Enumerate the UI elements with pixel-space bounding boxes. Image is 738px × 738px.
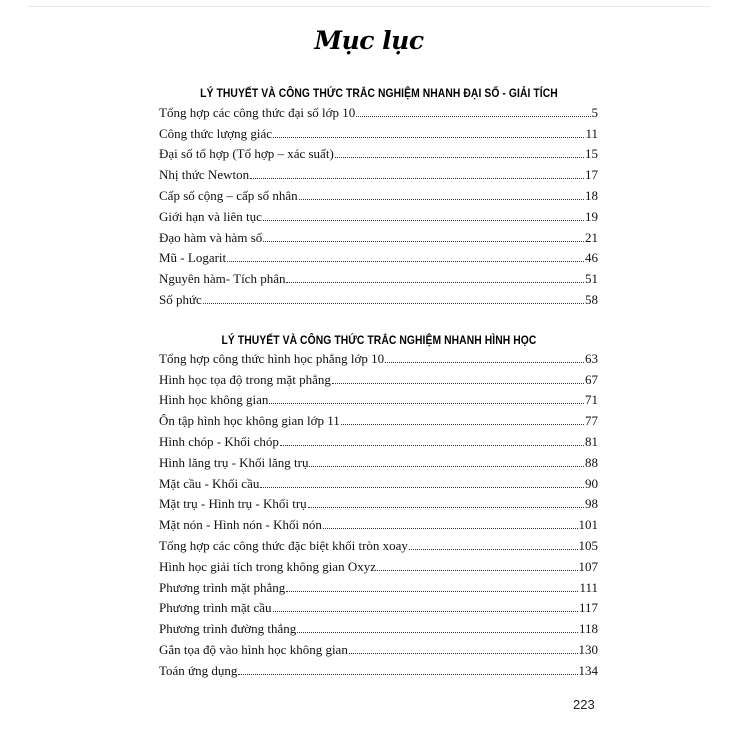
toc-entry-label: Ôn tập hình học không gian lớp 11 xyxy=(159,413,340,429)
toc-entry-page: 111 xyxy=(579,579,598,595)
dot-leader xyxy=(356,116,590,117)
toc-entry-page: 90 xyxy=(585,475,598,491)
toc-entry[interactable] xyxy=(159,636,598,657)
toc-entry[interactable] xyxy=(159,265,598,286)
dot-leader xyxy=(385,362,584,363)
toc-entry-label: Đại số tổ hợp (Tổ hợp – xác suất) xyxy=(159,146,334,162)
toc-list-geometry xyxy=(159,345,598,678)
dot-leader xyxy=(297,632,578,633)
toc-entry[interactable] xyxy=(159,470,598,491)
toc-entry[interactable] xyxy=(159,224,598,245)
dot-leader xyxy=(263,241,584,242)
dot-leader xyxy=(286,591,578,592)
toc-entry-page: 21 xyxy=(585,229,598,245)
dot-leader xyxy=(273,137,584,138)
toc-entry[interactable] xyxy=(159,532,598,553)
dot-leader xyxy=(335,157,584,158)
toc-entry[interactable] xyxy=(159,203,598,224)
dot-leader xyxy=(269,403,584,404)
dot-leader xyxy=(332,383,584,384)
page-number: 223 xyxy=(573,697,595,712)
toc-entry-label: Hình học không gian xyxy=(159,392,269,408)
dot-leader xyxy=(250,178,584,179)
toc-entry[interactable] xyxy=(159,553,598,574)
toc-entry-label: Nguyên hàm- Tích phân xyxy=(159,271,286,287)
toc-entry-label: Số phức xyxy=(159,291,202,307)
dot-leader xyxy=(203,303,584,304)
dot-leader xyxy=(238,674,577,675)
toc-entry-label: Mũ - Logarit xyxy=(159,250,227,266)
toc-entry[interactable] xyxy=(159,182,598,203)
toc-entry-label: Hình lăng trụ - Khối lăng trụ xyxy=(159,454,309,470)
top-border-line xyxy=(28,6,710,7)
toc-entry-page: 5 xyxy=(591,104,598,120)
toc-entry[interactable] xyxy=(159,657,598,678)
toc-entry-page: 98 xyxy=(585,496,598,512)
toc-entry[interactable] xyxy=(159,345,598,366)
dot-leader xyxy=(309,466,584,467)
dot-leader xyxy=(280,445,584,446)
toc-entry-label: Phương trình đường thẳng xyxy=(159,621,297,637)
toc-entry[interactable] xyxy=(159,245,598,266)
toc-entry-page: 77 xyxy=(585,413,598,429)
dot-leader xyxy=(409,549,578,550)
toc-entry-page: 51 xyxy=(585,271,598,287)
toc-entry-page: 11 xyxy=(585,125,598,141)
toc-entry-page: 46 xyxy=(585,250,598,266)
toc-entry-label: Toán ứng dụng xyxy=(159,662,238,678)
dot-leader xyxy=(260,487,584,488)
toc-entry-page: 19 xyxy=(585,208,598,224)
toc-entry-page: 130 xyxy=(578,641,598,657)
toc-entry-label: Cấp số cộng – cấp số nhân xyxy=(159,187,298,203)
section-heading-algebra: LÝ THUYẾT VÀ CÔNG THỨC TRẮC NGHIỆM NHANH ĐẠI SỐ - GIẢI TÍCH xyxy=(200,86,558,100)
toc-entry-page: 117 xyxy=(578,600,598,616)
toc-entry-label: Phương trình mặt cầu xyxy=(159,600,272,616)
toc-entry[interactable] xyxy=(159,511,598,532)
toc-entry-label: Phương trình mặt phẳng xyxy=(159,579,286,595)
toc-entry-label: Hình chóp - Khối chóp xyxy=(159,433,279,449)
toc-entry[interactable] xyxy=(159,286,598,307)
dot-leader xyxy=(299,199,584,200)
dot-leader xyxy=(341,424,584,425)
toc-entry-label: Mặt nón - Hình nón - Khối nón xyxy=(159,517,322,533)
toc-entry-label: Giới hạn và liên tục xyxy=(159,208,262,224)
toc-entry-page: 58 xyxy=(585,291,598,307)
toc-entry-label: Tổng hợp các công thức đặc biệt khối tròn xoay xyxy=(159,537,408,553)
toc-entry-page: 118 xyxy=(578,621,598,637)
toc-entry[interactable] xyxy=(159,595,598,616)
toc-entry-page: 71 xyxy=(585,392,598,408)
toc-entry[interactable] xyxy=(159,574,598,595)
toc-entry-page: 88 xyxy=(585,454,598,470)
dot-leader xyxy=(273,611,578,612)
toc-entry[interactable] xyxy=(159,99,598,120)
toc-entry-page: 67 xyxy=(585,371,598,387)
toc-entry-page: 107 xyxy=(578,558,598,574)
toc-entry-page: 134 xyxy=(578,662,598,678)
toc-entry-page: 63 xyxy=(585,350,598,366)
dot-leader xyxy=(377,570,578,571)
toc-entry-label: Tổng hợp các công thức đại số lớp 10 xyxy=(159,104,356,120)
dot-leader xyxy=(286,282,584,283)
toc-entry-page: 18 xyxy=(585,187,598,203)
toc-entry[interactable] xyxy=(159,366,598,387)
dot-leader xyxy=(323,528,578,529)
section-heading-geometry: LÝ THUYẾT VÀ CÔNG THỨC TRẮC NGHIỆM NHANH HÌNH HỌC xyxy=(221,333,537,347)
dot-leader xyxy=(349,653,578,654)
toc-entry-page: 81 xyxy=(585,433,598,449)
toc-entry-label: Hình học tọa độ trong mặt phẳng xyxy=(159,371,331,387)
toc-entry[interactable] xyxy=(159,120,598,141)
toc-entry[interactable] xyxy=(159,615,598,636)
toc-entry[interactable] xyxy=(159,428,598,449)
dot-leader xyxy=(308,507,584,508)
toc-entry-page: 105 xyxy=(578,537,598,553)
toc-entry-label: Hình học giải tích trong không gian Oxyz xyxy=(159,558,376,574)
toc-entry[interactable] xyxy=(159,449,598,470)
dot-leader xyxy=(263,220,584,221)
toc-entry-label: Công thức lượng giác xyxy=(159,125,273,141)
dot-leader xyxy=(227,261,584,262)
toc-entry-label: Gắn tọa độ vào hình học không gian xyxy=(159,641,348,657)
page-title: Mục lục xyxy=(314,26,424,55)
toc-list-algebra xyxy=(159,99,598,307)
toc-entry[interactable] xyxy=(159,141,598,162)
toc-entry-label: Mặt cầu - Khối cầu xyxy=(159,475,260,491)
toc-entry-label: Tổng hợp công thức hình học phẳng lớp 10 xyxy=(159,350,385,366)
toc-entry-label: Nhị thức Newton xyxy=(159,167,250,183)
toc-entry-page: 15 xyxy=(585,146,598,162)
toc-entry[interactable] xyxy=(159,387,598,408)
toc-entry[interactable] xyxy=(159,161,598,182)
toc-entry-label: Mặt trụ - Hình trụ - Khối trụ xyxy=(159,496,307,512)
toc-entry-page: 101 xyxy=(578,517,598,533)
toc-entry-page: 17 xyxy=(585,167,598,183)
toc-entry[interactable] xyxy=(159,407,598,428)
toc-entry-label: Đạo hàm và hàm số xyxy=(159,229,263,245)
toc-entry[interactable] xyxy=(159,491,598,512)
